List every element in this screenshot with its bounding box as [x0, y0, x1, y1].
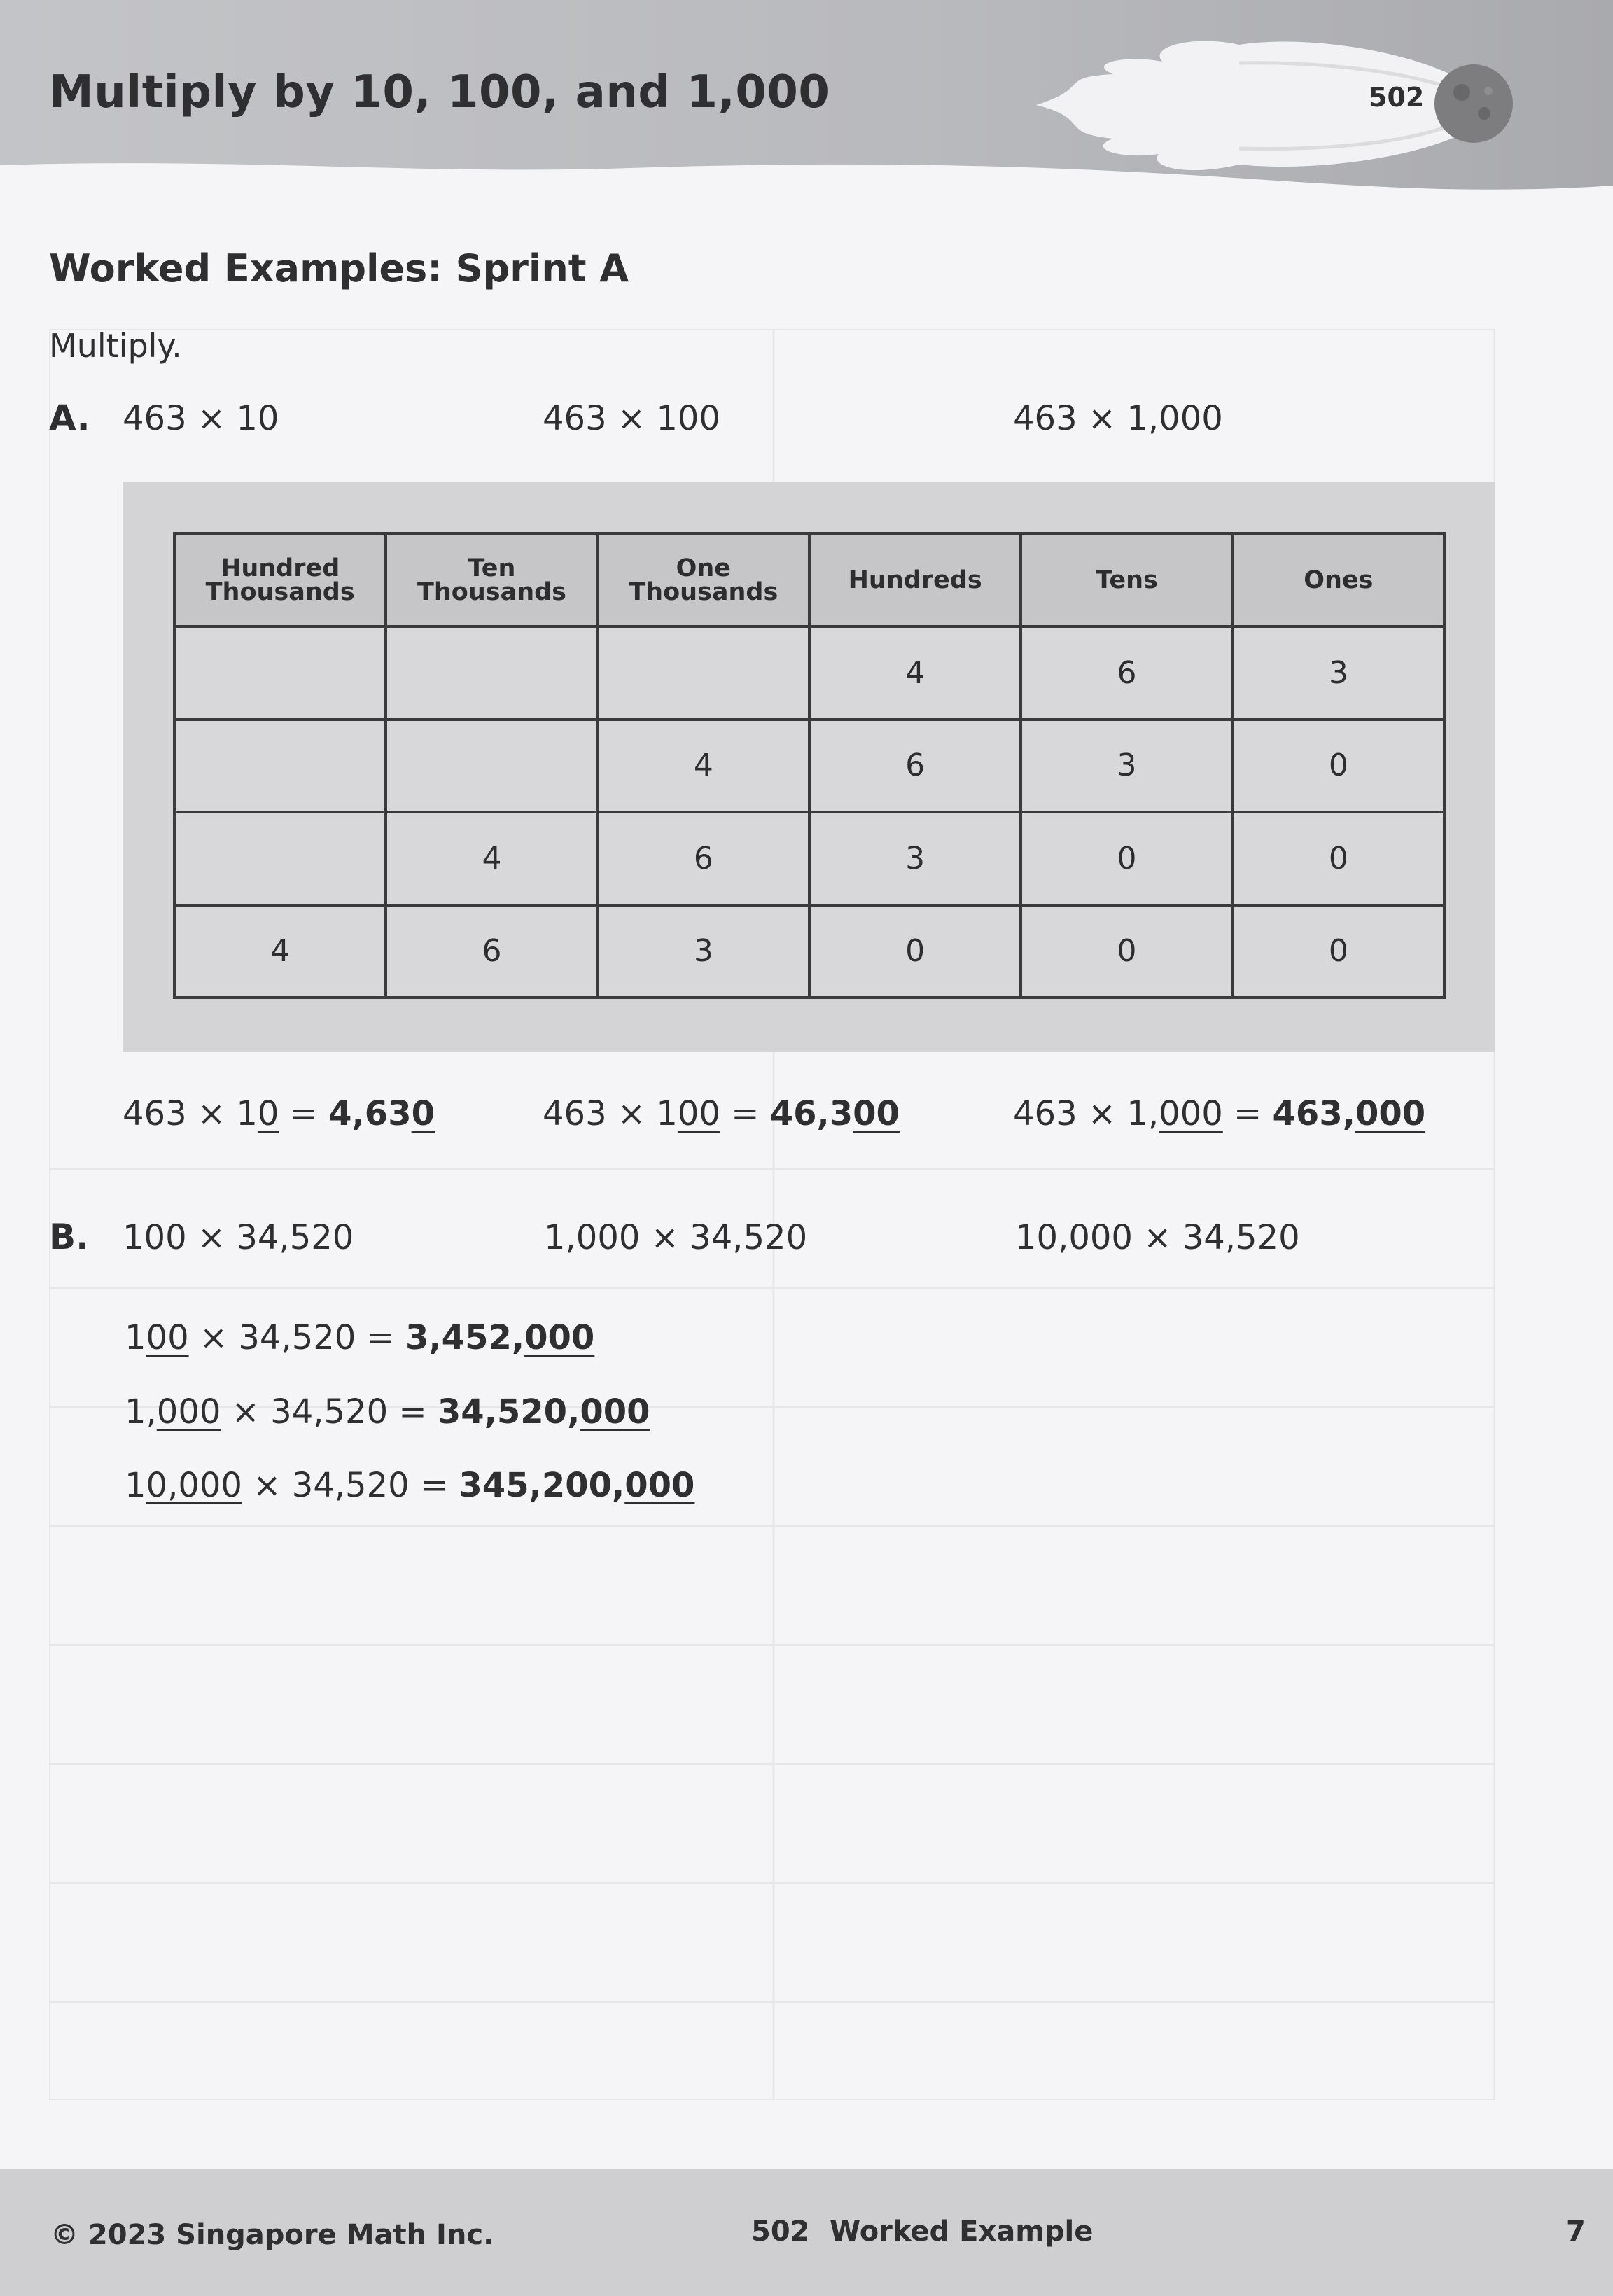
example-b-answer-3: 10,000 × 34,520 = 345,200,000 — [125, 1466, 695, 1505]
table-cell — [174, 812, 386, 905]
example-a-label: A. — [49, 398, 90, 438]
header-hundred-thousands: Hundred Thousands — [174, 533, 386, 626]
place-value-header-row — [174, 533, 1444, 626]
table-row — [174, 812, 1444, 905]
header-ten-thousands: Ten Thousands — [386, 533, 597, 626]
table-row — [174, 720, 1444, 813]
instruction-text: Multiply. — [49, 327, 182, 365]
table-cell: 3 — [809, 812, 1021, 905]
table-cell: 0 — [809, 905, 1021, 998]
table-cell: 4 — [174, 905, 386, 998]
footer-caption: Worked Example — [830, 2216, 1094, 2248]
header-ones: Ones — [1233, 533, 1444, 626]
example-a-answer-1: 463 × 10 = 4,630 — [123, 1094, 435, 1133]
table-row — [174, 626, 1444, 720]
table-cell: 6 — [386, 905, 597, 998]
example-a-problem-2: 463 × 100 — [543, 399, 720, 438]
table-cell: 0 — [1233, 905, 1444, 998]
example-b-label: B. — [49, 1217, 90, 1257]
example-b-answer-2: 1,000 × 34,520 = 34,520,000 — [125, 1392, 650, 1432]
example-b-problem-3: 10,000 × 34,520 — [1015, 1218, 1300, 1257]
table-cell: 3 — [598, 905, 809, 998]
header-one-thousands: One Thousands — [598, 533, 809, 626]
table-cell: 4 — [386, 812, 597, 905]
table-cell: 0 — [1021, 905, 1232, 998]
section-title: Worked Examples: Sprint A — [49, 246, 629, 290]
example-b-problem-1: 100 × 34,520 — [123, 1218, 354, 1257]
example-a-problem-3: 463 × 1,000 — [1013, 399, 1223, 438]
table-cell — [598, 626, 809, 720]
table-cell: 0 — [1021, 812, 1232, 905]
table-cell: 3 — [1021, 720, 1232, 813]
table-cell — [174, 720, 386, 813]
copyright-text: © 2023 Singapore Math Inc. — [50, 2219, 494, 2251]
table-cell: 0 — [1233, 720, 1444, 813]
table-cell: 4 — [809, 626, 1021, 720]
example-a-answer-3: 463 × 1,000 = 463,000 — [1013, 1094, 1426, 1133]
example-a-answer-2: 463 × 100 = 46,300 — [543, 1094, 900, 1133]
table-cell — [386, 626, 597, 720]
place-value-chart — [173, 532, 1446, 999]
table-cell: 3 — [1233, 626, 1444, 720]
header-number: 502 — [1369, 82, 1425, 113]
table-cell: 4 — [598, 720, 809, 813]
footer-lesson-code: 502 — [751, 2216, 810, 2248]
table-cell — [386, 720, 597, 813]
page-title: Multiply by 10, 100, and 1,000 — [49, 66, 830, 118]
example-b-answer-1: 100 × 34,520 = 3,452,000 — [125, 1318, 595, 1357]
table-cell — [174, 626, 386, 720]
comet-illustration — [1008, 21, 1526, 189]
table-cell: 0 — [1233, 812, 1444, 905]
table-cell: 6 — [1021, 626, 1232, 720]
page-number: 7 — [1566, 2216, 1586, 2248]
header-hundreds: Hundreds — [809, 533, 1021, 626]
example-a-problem-1: 463 × 10 — [123, 399, 279, 438]
example-b-problem-2: 1,000 × 34,520 — [544, 1218, 808, 1257]
table-row — [174, 905, 1444, 998]
table-cell: 6 — [598, 812, 809, 905]
table-cell: 6 — [809, 720, 1021, 813]
header-tens: Tens — [1021, 533, 1232, 626]
